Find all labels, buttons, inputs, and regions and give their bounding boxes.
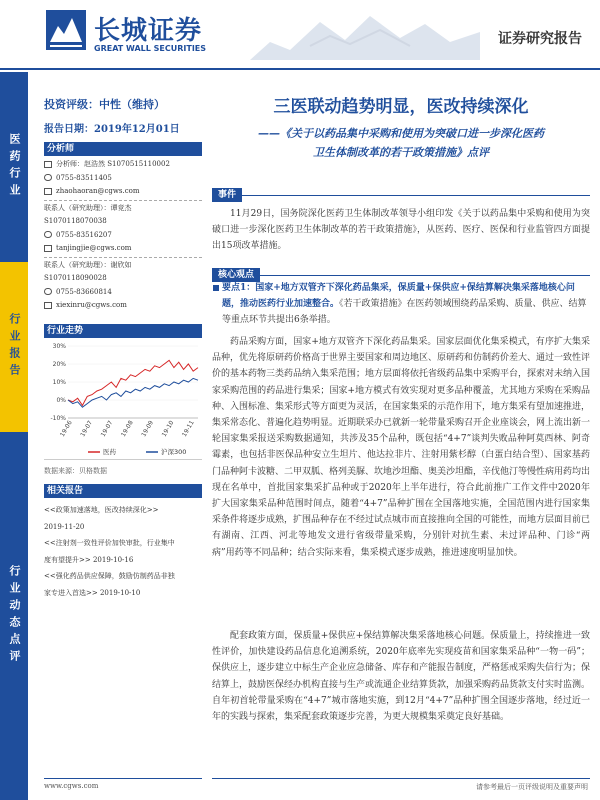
mountain-decoration-icon [250, 2, 480, 60]
analyst-section-header: 分析师 [44, 142, 202, 156]
investment-rating: 投资评级：中性（维持） [44, 98, 165, 111]
trend-chart [44, 340, 202, 460]
footer-disclaimer: 请参考最后一页评级说明及重要声明 [476, 783, 588, 791]
x-tick-label: 19-06 [58, 419, 74, 439]
subtitle-line-2: 卫生体制改革的若干政策措施》点评 [313, 146, 489, 159]
series-line-medicine [68, 360, 198, 405]
related-report-line[interactable]: <<政策加速落地，医改持续深化>> [44, 506, 159, 514]
related-section-header: 相关报告 [44, 484, 202, 498]
y-tick-label: 10% [52, 379, 66, 386]
phone-icon [44, 288, 52, 295]
event-paragraph: 11月29日，国务院深化医药卫生体制改革领导小组印发《关于以药品集中采购和使用为突破口进一步深化医药卫生体制改革的若干政策措施》，从医药、医疗、医保和行业监管四方面提出15项改革措施。 [212, 209, 590, 252]
related-report-line: 2019-11-20 [44, 522, 85, 531]
related-report-line[interactable]: 度有望提升>> 2019-10-16 [44, 555, 134, 564]
analyst-row [44, 158, 202, 172]
analyst-row [44, 229, 202, 243]
footer-divider-left [44, 778, 202, 779]
key-point-1 [212, 280, 590, 329]
related-reports [44, 502, 202, 601]
x-tick-label: 19-07 [99, 419, 115, 439]
event-section-header [212, 182, 590, 200]
trend-section-header: 行业走势 [44, 324, 202, 338]
band-industry-label: 医药行业 [8, 133, 21, 201]
related-report-line[interactable]: 家专进入首选>> 2019-10-10 [44, 588, 141, 597]
analyst-row [44, 185, 202, 199]
logo-chinese-text: 长城证券 [94, 16, 203, 46]
analyst-row-text: S1070118090028 [44, 274, 107, 282]
analyst-row [44, 172, 202, 186]
related-report-line[interactable]: <<强化药品供应保障，鼓励仿制药品非独 [44, 572, 175, 580]
x-tick-label: 19-08 [119, 419, 135, 439]
analyst-row [44, 286, 202, 300]
analyst-row-text: S1070118070038 [44, 217, 107, 225]
footer-divider [212, 778, 590, 779]
analyst-separator [44, 200, 202, 201]
phone-icon [44, 231, 52, 238]
supporting-policy-paragraph: 配套政策方面，保质量+保供应+保结算解决集采落地核心问题。保质量上，持续推进一致性评价，加快建设药品信息化追溯系统，2020年底率先实现疫苗和国家集采品种“一物一码”；保供应上，逐步建立中标生产企业应急储备、库存和产能报告制度，严格惩戒采购失信行为；保结算上，鼓励医保经办机构直接与生产或流通企业结算货款，加强采购药品货款支付实时监测。自年初首轮带量采购在“4+7”城市落地实施，到12月“4+7”品种扩围全国逐步落地，经过近一年的实践与探索，集采配套政策逐步完善，为更大规模集采奠定良好基础。 [212, 631, 591, 723]
report-title: 三医联动趋势明显，医改持续深化 [273, 97, 529, 117]
analyst-row-text: 0755-83660814 [56, 287, 112, 296]
mail-icon [44, 245, 52, 252]
report-subtitle [212, 124, 590, 162]
procurement-paragraph: 药品采购方面，国家+地方双管齐下深化药品集采。国家层面优化集采模式，有序扩大集采品种，优先将原研药价格高于世界主要国家和周边地区、原研药和仿制药价差大、通过一致性评价的基本药物三类药品纳入集采范围；地方层面将依托省级药品集中采购平台，探索对未纳入国家采购范围的药品进行集采；国家+地方模式有效实现对更多品种覆盖，尤其地方采购在采购品种、入围标准、集采形式等方面更为灵活，在国家集采的示范作用下，地方集采有望加速推进，集采常态化、普遍化趋势明显。近期联采办已就新一轮带量采购召开企业座谈会，网上流出新一轮国家集采报送采购数据通知，共涉及35个品种，既包括“4+7”谈判失败品种阿莫西林、阿奇霉素，也包括非医保品种安立生坦片、他达拉非片、注射用紫杉醇（白蛋白结合型）、国家基药门品种阿卡波糖、二甲双胍、格列美脲、坎地沙坦酯、奥美沙坦酯，辛伐他汀等慢性病用药均出现在名单中，首批国家集采扩品种或于2020年上半年进行，符合此前推广工作文件中2020年扩大国家集采品种范围时间点，随着“4+7”品种扩围在全国落地实施，全国范围内进行国家集采条件将逐步成熟，扩围品种存在不经过试点城市而直接推向全国的可能性，而地方层面目前已有湖南、江西、河北等地发文进行省级带量采购，分别针对抗生素、未过评品种、门诊“两病”用药等不同品种；结合实际来看，集采模式逐步成熟，推进速度明显加快。 [212, 337, 591, 558]
analyst-row-text[interactable]: xiexinru@cgws.com [56, 301, 127, 309]
x-tick-label: 19-09 [140, 419, 156, 439]
report-header [0, 0, 600, 76]
analyst-row-text: 联系人（研究助理）：谭竞杰 [44, 203, 132, 212]
mail-icon [44, 302, 52, 309]
band-report-type [0, 262, 28, 432]
trend-chart-svg [44, 340, 202, 460]
core-section-label: 核心观点 [212, 268, 260, 282]
analyst-row [44, 272, 202, 286]
analyst-row-text: 0755-83511405 [56, 173, 112, 182]
analyst-separator [44, 257, 202, 258]
report-date: 报告日期：2019年12月01日 [44, 124, 180, 135]
analyst-list [44, 158, 202, 313]
band-report-type-label: 行业报告 [8, 313, 21, 381]
analyst-row-text: 分析师：赵浩然 S1070515110002 [56, 160, 170, 168]
key-point-1-bold: 要点1：国家+地方双管齐下深化药品集采，保质量+保供应+保结算解决集采落地核心问题，推动医药行业加速整合。 [222, 283, 575, 310]
legend-label: 医药 [103, 448, 116, 456]
related-report-line[interactable]: <<注射剂一致性评价加快审批，行业集中 [44, 539, 175, 547]
phone-icon [44, 174, 52, 181]
logo-english-text: GREAT WALL SECURITIES [94, 44, 207, 53]
person-icon [44, 161, 52, 168]
report-type-label: 证券研究报告 [498, 31, 582, 47]
chart-source: 数据来源：贝格数据 [44, 467, 107, 475]
x-tick-label: 19-07 [79, 419, 95, 439]
analyst-row [44, 242, 202, 256]
analyst-row [44, 259, 202, 273]
key-point-1-text: 《若干政策措施》在医药领域围绕药品采购、质量、供应、结算等重点环节共提出6条举措。 [222, 299, 587, 326]
analyst-row [44, 202, 202, 216]
series-line-csi300 [68, 378, 198, 407]
subtitle-line-1: ——《关于以药品集中采购和使用为突破口进一步深化医药 [258, 127, 544, 140]
legend-label: 沪深300 [161, 448, 187, 456]
analyst-row [44, 299, 202, 313]
header-divider [0, 68, 600, 70]
core-section-header [212, 262, 590, 280]
analyst-row-text: 联系人（研究助理）：谢欣如 [44, 260, 132, 269]
analyst-row [44, 215, 202, 229]
y-tick-label: 30% [52, 343, 66, 350]
great-wall-logo-icon [44, 8, 88, 52]
band-industry [0, 72, 28, 262]
band-review-label: 行业动态点评 [8, 565, 21, 667]
y-tick-label: 0% [56, 397, 66, 404]
y-tick-label: 20% [52, 361, 66, 368]
analyst-row-text[interactable]: tanjingjie@cgws.com [56, 244, 132, 252]
x-tick-label: 19-11 [180, 419, 196, 439]
analyst-row-text[interactable]: zhaohaoran@cgws.com [56, 187, 140, 195]
analyst-row-text: 0755-83516207 [56, 230, 112, 239]
event-section-label: 事件 [212, 188, 242, 202]
band-review [0, 432, 28, 800]
footer-url[interactable]: www.cgws.com [44, 782, 99, 790]
x-tick-label: 19-10 [160, 419, 176, 439]
mail-icon [44, 188, 52, 195]
y-tick-label: -10% [50, 415, 66, 422]
